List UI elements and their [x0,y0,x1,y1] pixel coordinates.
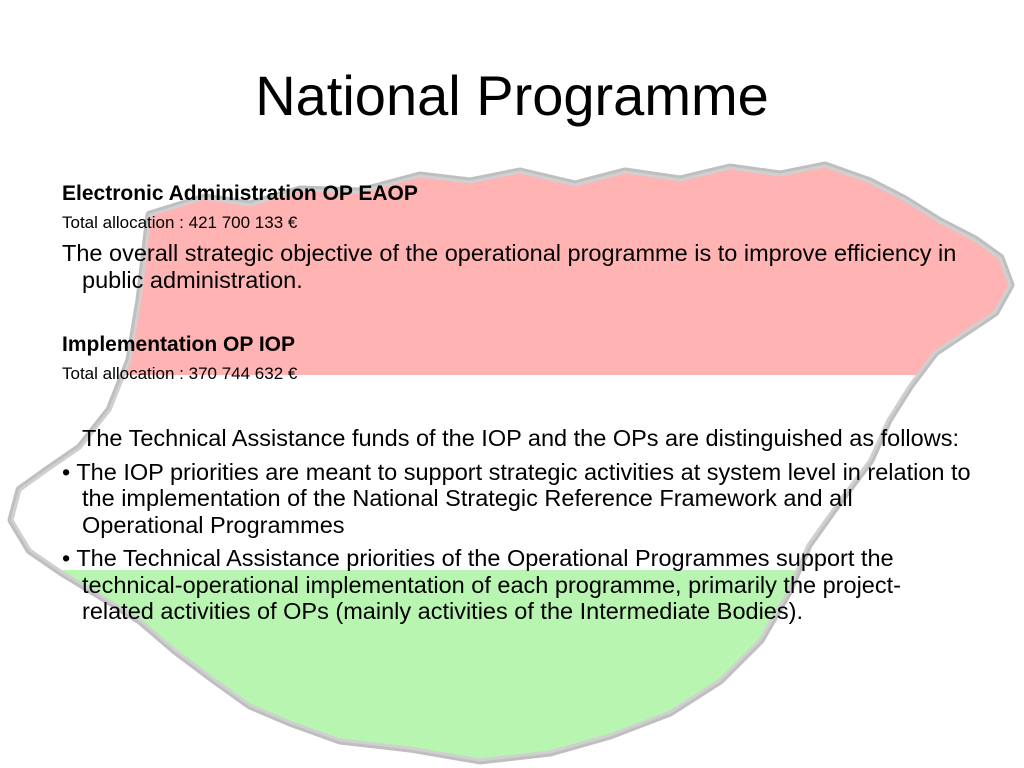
slide-title: National Programme [255,64,769,127]
eaop-heading: Electronic Administration OP EAOP [62,182,418,205]
iop-bullet-1: • The IOP priorities are meant to support strategic activities at system level in relation to the implementation of the National Strategic Reference Framework and all Operational Programmes [62,458,971,538]
eaop-objective: The overall strategic objective of the operational programme is to improve efficiency in public administration. [62,240,957,293]
iop-bullet-2: • The Technical Assistance priorities of the Operational Programmes support the technical-operational implementation of each programme, primarily the project-related activities of OPs (mainly activities of the Intermediate Bodies). [62,545,901,624]
iop-intro: The Technical Assistance funds of the IOP and the OPs are distinguished as follows: [82,425,959,451]
iop-heading: Implementation OP IOP [62,333,295,356]
eaop-allocation: Total allocation : 421 700 133 € [62,213,298,232]
slide-body [62,180,972,625]
iop-allocation: Total allocation : 370 744 632 € [62,364,298,383]
